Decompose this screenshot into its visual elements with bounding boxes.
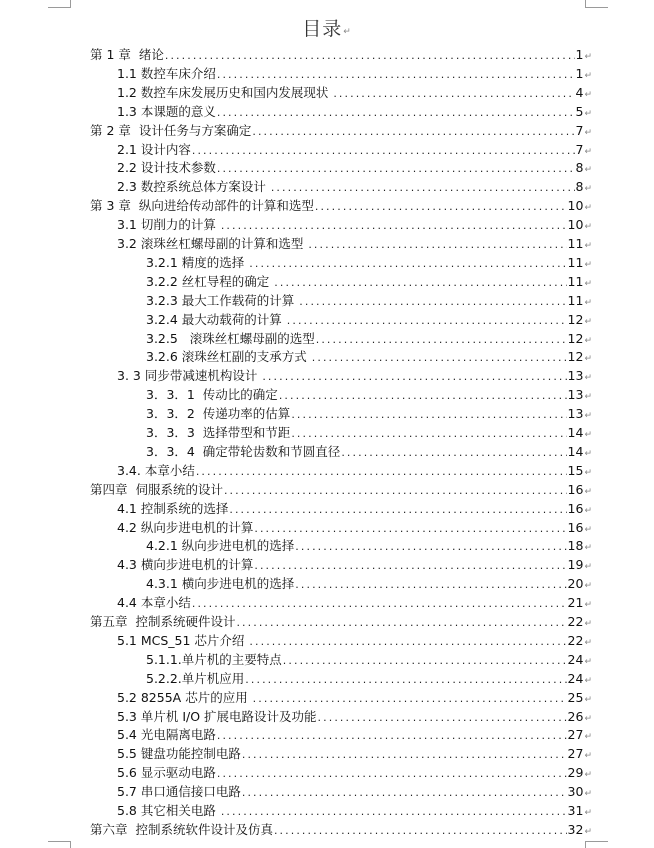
toc-entry-label: 5.2 8255A 芯片的应用 bbox=[117, 689, 252, 705]
toc-entry-label: 第五章 控制系统硬件设计 bbox=[90, 614, 236, 629]
toc-subsection-entry[interactable] bbox=[146, 423, 592, 442]
toc-section-entry[interactable] bbox=[117, 83, 592, 102]
toc-entry-page-number: 16 bbox=[567, 481, 584, 497]
dot-leader bbox=[312, 348, 567, 367]
dot-leader bbox=[279, 386, 567, 405]
toc-entry-label: 3.2.4 最大动载荷的计算 bbox=[146, 311, 286, 327]
toc-section-entry[interactable] bbox=[117, 499, 592, 518]
toc-entry-page-number: 31 bbox=[567, 803, 584, 818]
toc-entry-page-number: 10 bbox=[567, 217, 584, 233]
dot-leader bbox=[318, 708, 567, 727]
toc-entry-label: 第 1 章 绪论 bbox=[90, 47, 164, 62]
toc-entry-page-number: 7 bbox=[575, 141, 584, 157]
toc-entry-page-number: 14 bbox=[567, 443, 584, 459]
toc-entry-page-number: 22 bbox=[567, 632, 584, 648]
toc-entry-label: 4.2.1 纵向步进电机的选择 bbox=[146, 538, 295, 554]
toc-entry-page-number: 10 bbox=[567, 198, 584, 214]
paragraph-mark-icon: ↵ bbox=[584, 203, 592, 214]
dot-leader bbox=[217, 103, 575, 122]
toc-entry-page-number: 27 bbox=[567, 727, 584, 743]
paragraph-mark-icon: ↵ bbox=[584, 278, 592, 289]
dot-leader bbox=[315, 197, 567, 216]
toc-entry-label: 1.3 本课题的意义 bbox=[117, 103, 216, 119]
paragraph-mark-icon: ↵ bbox=[584, 562, 592, 573]
toc-entry-page-number: 1 bbox=[575, 47, 584, 62]
dot-leader bbox=[192, 594, 567, 613]
page-corner-mark-top-left bbox=[48, 0, 71, 8]
paragraph-mark-icon: ↵ bbox=[584, 89, 592, 100]
toc-entry-page-number: 8 bbox=[575, 160, 584, 176]
toc-entry-page-number: 4 bbox=[575, 84, 584, 100]
dot-leader bbox=[295, 537, 566, 556]
toc-chapter-entry[interactable] bbox=[90, 45, 592, 64]
toc-entry-page-number: 12 bbox=[567, 349, 584, 365]
toc-entry-page-number: 14 bbox=[567, 425, 584, 440]
toc-subsection-entry[interactable] bbox=[146, 404, 592, 423]
toc-entry-page-number: 16 bbox=[567, 500, 584, 516]
dot-leader bbox=[274, 273, 566, 292]
toc-entry-label: 2.1 设计内容 bbox=[117, 141, 191, 157]
toc-entry-label: 1.2 数控车床发展历史和国内发展现状 bbox=[117, 84, 333, 100]
toc-subsection-entry[interactable] bbox=[146, 310, 592, 329]
toc-section-entry[interactable] bbox=[117, 158, 592, 177]
toc-subsection-entry[interactable] bbox=[146, 536, 592, 555]
toc-title-text: 目录 bbox=[302, 18, 343, 40]
dot-leader bbox=[316, 330, 567, 349]
paragraph-mark-icon: ↵ bbox=[584, 600, 592, 611]
toc-entry-page-number: 5 bbox=[575, 103, 584, 119]
toc-entry-label: 3.2 滚珠丝杠螺母副的计算和选型 bbox=[117, 236, 308, 251]
toc-section-entry[interactable] bbox=[117, 631, 592, 650]
dot-leader bbox=[287, 311, 567, 330]
paragraph-mark-icon: ↵ bbox=[584, 241, 592, 251]
toc-entry-label: 5.4 光电隔离电路 bbox=[117, 727, 216, 743]
dot-leader bbox=[262, 367, 566, 386]
toc-entry-label: 3．3．1 传动比的确定 bbox=[146, 387, 278, 403]
toc-entry-page-number: 13 bbox=[567, 406, 584, 422]
paragraph-mark-icon: ↵ bbox=[584, 751, 592, 762]
dot-leader bbox=[236, 613, 566, 632]
toc-subsection-entry[interactable] bbox=[146, 650, 592, 669]
paragraph-mark-icon: ↵ bbox=[584, 335, 592, 346]
toc-section-entry[interactable] bbox=[117, 518, 592, 537]
toc-entry-label: 5.5 键盘功能控制电路 bbox=[117, 746, 241, 762]
toc-entry-label: 5.8 其它相关电路 bbox=[117, 803, 220, 818]
paragraph-mark-icon: ↵ bbox=[584, 70, 592, 81]
toc-entry-label: 3.2.2 丝杠导程的确定 bbox=[146, 273, 274, 289]
dot-leader bbox=[254, 556, 566, 575]
paragraph-mark-icon: ↵ bbox=[584, 789, 592, 800]
toc-section-entry[interactable] bbox=[117, 366, 592, 385]
paragraph-mark-icon: ↵ bbox=[584, 411, 592, 422]
dot-leader bbox=[221, 216, 567, 235]
paragraph-mark-icon: ↵ bbox=[584, 619, 592, 629]
toc-title bbox=[0, 14, 654, 41]
toc-subsection-entry[interactable] bbox=[146, 385, 592, 404]
paragraph-mark-icon: ↵ bbox=[343, 27, 352, 37]
toc-entry-page-number: 32 bbox=[567, 821, 584, 837]
toc-chapter-entry[interactable] bbox=[90, 121, 592, 140]
paragraph-mark-icon: ↵ bbox=[584, 505, 592, 516]
toc-entry-page-number: 19 bbox=[567, 557, 584, 573]
toc-section-entry[interactable] bbox=[117, 102, 592, 121]
toc-entry-page-number: 29 bbox=[567, 765, 584, 781]
toc-section-entry[interactable] bbox=[117, 744, 592, 763]
toc-entry-page-number: 12 bbox=[567, 330, 584, 346]
paragraph-mark-icon: ↵ bbox=[584, 146, 592, 157]
dot-leader bbox=[192, 141, 575, 160]
paragraph-mark-icon: ↵ bbox=[584, 675, 592, 686]
toc-subsection-entry[interactable] bbox=[146, 574, 592, 593]
paragraph-mark-icon: ↵ bbox=[584, 316, 592, 327]
toc-entry-label: 2.2 设计技术参数 bbox=[117, 160, 216, 176]
toc-entry-page-number: 24 bbox=[567, 651, 584, 667]
toc-entry-label: 3.2.3 最大工作载荷的计算 bbox=[146, 292, 299, 308]
toc-section-entry[interactable] bbox=[117, 555, 592, 574]
toc-entry-page-number: 13 bbox=[567, 387, 584, 403]
paragraph-mark-icon: ↵ bbox=[584, 373, 592, 384]
toc-entry-label: 4.3 横向步进电机的计算 bbox=[117, 557, 254, 573]
dot-leader bbox=[224, 481, 567, 500]
toc-section-entry[interactable] bbox=[117, 140, 592, 159]
dot-leader bbox=[196, 462, 567, 481]
dot-leader bbox=[271, 178, 575, 197]
dot-leader bbox=[229, 500, 566, 519]
dot-leader bbox=[242, 745, 567, 764]
toc-entry-label: 第 2 章 设计任务与方案确定 bbox=[90, 122, 252, 138]
toc-entry-label: 3.1 切削力的计算 bbox=[117, 217, 220, 233]
toc-entry-page-number: 25 bbox=[567, 689, 584, 705]
toc-entry-page-number: 13 bbox=[567, 368, 584, 384]
dot-leader bbox=[217, 764, 567, 783]
dot-leader bbox=[295, 575, 566, 594]
toc-subsection-entry[interactable] bbox=[146, 253, 592, 272]
paragraph-mark-icon: ↵ bbox=[584, 543, 592, 554]
paragraph-mark-icon: ↵ bbox=[584, 222, 592, 233]
dot-leader bbox=[308, 235, 566, 254]
toc-subsection-entry[interactable] bbox=[146, 442, 592, 461]
toc-section-entry[interactable] bbox=[117, 725, 592, 744]
page-corner-mark-top-right bbox=[585, 0, 608, 8]
dot-leader bbox=[217, 726, 567, 745]
toc-subsection-entry[interactable] bbox=[146, 347, 592, 366]
toc-section-entry[interactable] bbox=[117, 234, 592, 253]
toc-section-entry[interactable] bbox=[117, 782, 592, 801]
paragraph-mark-icon: ↵ bbox=[584, 581, 592, 592]
toc-entry-label: 3.2.5 滚珠丝杠螺母副的选型 bbox=[146, 330, 315, 346]
paragraph-mark-icon: ↵ bbox=[584, 52, 592, 62]
paragraph-mark-icon: ↵ bbox=[584, 184, 592, 195]
paragraph-mark-icon: ↵ bbox=[584, 713, 592, 724]
paragraph-mark-icon: ↵ bbox=[584, 448, 592, 459]
toc-entry-page-number: 7 bbox=[575, 122, 584, 138]
toc-entry-page-number: 21 bbox=[567, 595, 584, 611]
toc-entry-page-number: 12 bbox=[567, 311, 584, 327]
dot-leader bbox=[274, 821, 567, 840]
dot-leader bbox=[254, 519, 566, 538]
dot-leader bbox=[291, 424, 566, 443]
toc-entry-label: 4.1 控制系统的选择 bbox=[117, 500, 229, 516]
paragraph-mark-icon: ↵ bbox=[584, 297, 592, 308]
toc-section-entry[interactable] bbox=[117, 215, 592, 234]
toc-section-entry[interactable] bbox=[117, 461, 592, 480]
paragraph-mark-icon: ↵ bbox=[584, 770, 592, 781]
paragraph-mark-icon: ↵ bbox=[584, 524, 592, 535]
toc-subsection-entry[interactable] bbox=[146, 291, 592, 310]
toc-entry-page-number: 27 bbox=[567, 746, 584, 762]
toc-section-entry[interactable] bbox=[117, 593, 592, 612]
toc-subsection-entry[interactable] bbox=[146, 329, 592, 348]
toc-entry-page-number: 22 bbox=[567, 614, 584, 629]
toc-entry-page-number: 26 bbox=[567, 708, 584, 724]
toc-section-entry[interactable] bbox=[117, 707, 592, 726]
paragraph-mark-icon: ↵ bbox=[584, 392, 592, 403]
toc-entry-label: 第 3 章 纵向进给传动部件的计算和选型 bbox=[90, 198, 314, 214]
toc-section-entry[interactable] bbox=[117, 801, 592, 820]
dot-leader bbox=[165, 46, 575, 65]
toc-entry-label: 5.1 MCS_51 芯片介绍 bbox=[117, 632, 249, 648]
paragraph-mark-icon: ↵ bbox=[584, 486, 592, 497]
dot-leader bbox=[299, 292, 566, 311]
toc-entry-label: 2.3 数控系统总体方案设计 bbox=[117, 179, 270, 195]
toc-entry-page-number: 11 bbox=[567, 273, 584, 289]
toc-entry-label: 5.1.1.单片机的主要特点 bbox=[146, 651, 282, 667]
paragraph-mark-icon: ↵ bbox=[584, 354, 592, 365]
toc-entry-page-number: 11 bbox=[567, 236, 584, 251]
toc-section-entry[interactable] bbox=[117, 177, 592, 196]
toc-entry-label: 3.4. 本章小结 bbox=[117, 462, 195, 478]
dot-leader bbox=[253, 689, 567, 708]
dot-leader bbox=[249, 254, 566, 273]
toc-entry-label: 4.2 纵向步进电机的计算 bbox=[117, 519, 254, 535]
dot-leader bbox=[217, 65, 575, 84]
toc-entry-label: 3.2.1 精度的选择 bbox=[146, 254, 249, 270]
toc-entry-label: 4.3.1 横向步进电机的选择 bbox=[146, 576, 295, 592]
toc-chapter-entry[interactable] bbox=[90, 480, 592, 499]
paragraph-mark-icon: ↵ bbox=[584, 467, 592, 478]
toc-entry-page-number: 30 bbox=[567, 784, 584, 800]
paragraph-mark-icon: ↵ bbox=[584, 656, 592, 667]
dot-leader bbox=[217, 159, 575, 178]
toc-entry-label: 第六章 控制系统软件设计及仿真 bbox=[90, 821, 273, 837]
dot-leader bbox=[283, 651, 567, 670]
toc-entry-label: 第四章 伺服系统的设计 bbox=[90, 481, 223, 497]
toc-entry-page-number: 11 bbox=[567, 254, 584, 270]
toc-entry-label: 5.2.2.单片机应用 bbox=[146, 670, 245, 686]
toc-entry-page-number: 8 bbox=[575, 179, 584, 195]
toc-entry-page-number: 1 bbox=[575, 65, 584, 81]
paragraph-mark-icon: ↵ bbox=[584, 259, 592, 270]
dot-leader bbox=[252, 122, 574, 141]
toc-entry-label: 4.4 本章小结 bbox=[117, 595, 191, 611]
toc-entry-label: 5.3 单片机 I/O 扩展电路设计及功能 bbox=[117, 708, 317, 724]
paragraph-mark-icon: ↵ bbox=[584, 808, 592, 818]
toc-chapter-entry[interactable] bbox=[90, 196, 592, 215]
toc-entry-label: 5.7 串口通信接口电路 bbox=[117, 784, 241, 800]
toc-entry-page-number: 11 bbox=[567, 292, 584, 308]
dot-leader bbox=[245, 670, 566, 689]
dot-leader bbox=[249, 632, 566, 651]
toc-section-entry[interactable] bbox=[117, 688, 592, 707]
toc-section-entry[interactable] bbox=[117, 64, 592, 83]
toc-entry-page-number: 15 bbox=[567, 462, 584, 478]
toc-subsection-entry[interactable] bbox=[146, 669, 592, 688]
paragraph-mark-icon: ↵ bbox=[584, 127, 592, 138]
toc-entry-label: 1.1 数控车床介绍 bbox=[117, 65, 216, 81]
dot-leader bbox=[242, 783, 567, 802]
paragraph-mark-icon: ↵ bbox=[584, 694, 592, 705]
paragraph-mark-icon: ↵ bbox=[584, 108, 592, 119]
dot-leader bbox=[221, 802, 567, 821]
toc-entry-label: 3．3．4 确定带轮齿数和节圆直径 bbox=[146, 443, 341, 459]
toc-chapter-entry[interactable] bbox=[90, 820, 592, 839]
paragraph-mark-icon: ↵ bbox=[584, 826, 592, 837]
toc-entry-label: 3．3．2 传递功率的估算 bbox=[146, 406, 291, 422]
dot-leader bbox=[333, 84, 574, 103]
toc-entry-page-number: 24 bbox=[567, 670, 584, 686]
dot-leader bbox=[291, 405, 566, 424]
toc-subsection-entry[interactable] bbox=[146, 272, 592, 291]
toc-entry-label: 5.6 显示驱动电路 bbox=[117, 765, 216, 781]
paragraph-mark-icon: ↵ bbox=[584, 430, 592, 440]
paragraph-mark-icon: ↵ bbox=[584, 165, 592, 176]
toc-section-entry[interactable] bbox=[117, 763, 592, 782]
toc-entry-label: 3．3．3 选择带型和节距 bbox=[146, 425, 291, 440]
paragraph-mark-icon: ↵ bbox=[584, 732, 592, 743]
toc-entry-label: 3.2.6 滚珠丝杠副的支承方式 bbox=[146, 349, 311, 365]
toc-chapter-entry[interactable] bbox=[90, 612, 592, 631]
toc-entry-page-number: 20 bbox=[567, 576, 584, 592]
toc-entry-page-number: 16 bbox=[567, 519, 584, 535]
paragraph-mark-icon: ↵ bbox=[584, 637, 592, 648]
dot-leader bbox=[341, 443, 566, 462]
toc-entry-label: 3. 3 同步带减速机构设计 bbox=[117, 368, 262, 384]
toc-entry-page-number: 18 bbox=[567, 538, 584, 554]
